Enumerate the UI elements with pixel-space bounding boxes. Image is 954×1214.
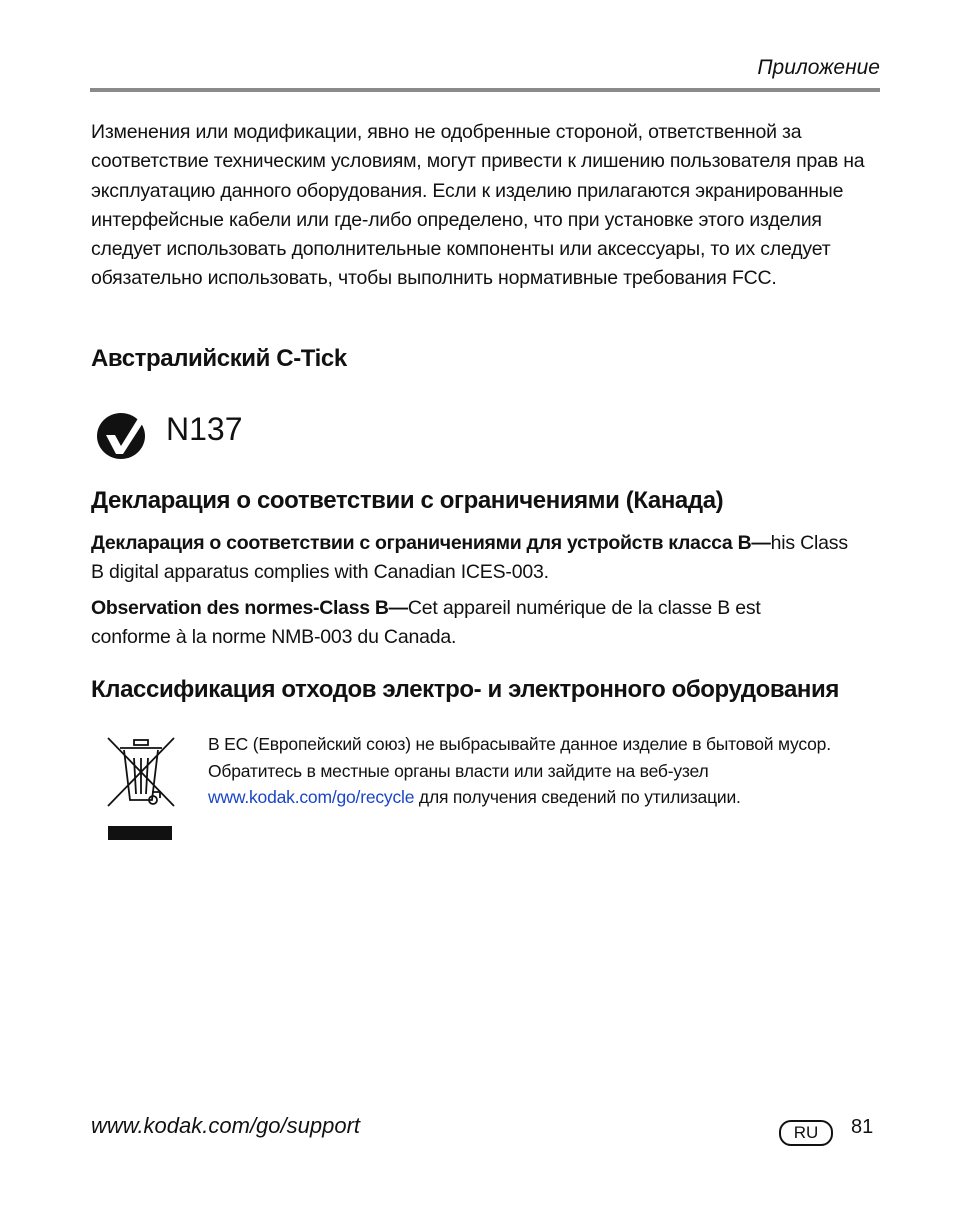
weee-text-part2: для получения сведений по утилизации.	[414, 787, 741, 807]
language-badge: RU	[779, 1120, 833, 1146]
footer-support-url[interactable]: www.kodak.com/go/support	[91, 1113, 361, 1138]
header-title: Приложение	[757, 56, 880, 79]
weee-text-part1: В ЕС (Европейский союз) не выбрасывайте данное изделие в бытовой мусор. Обратитесь в местные органы власти или зайдите на веб-узел	[208, 734, 831, 781]
weee-heading: Классификация отходов электро- и электронного оборудования	[91, 676, 839, 703]
ctick-code: N137	[166, 411, 243, 447]
page-number: 81	[851, 1116, 874, 1138]
canada-english-statement	[91, 529, 851, 588]
recycle-link[interactable]: www.kodak.com/go/recycle	[208, 787, 415, 807]
fcc-paragraph: Изменения или модификации, явно не одобренные стороной, ответственной за соответствие техническим условиям, могут привести к лишению пользователя прав на эксплуатацию данного оборудования. Если к изделию прилагаются экранированные интерфейсные кабели или где-либо определено, что при установке этого изделия следует использовать дополнительные компоненты или аксессуары, то их следует обязательно использовать, чтобы выполнить нормативные требования FCC.	[91, 121, 865, 290]
canada-french-statement	[91, 594, 831, 653]
crossed-bin-icon	[104, 734, 178, 842]
canada-english-lead: Декларация о соответствии с ограничениями для устройств класса B—	[91, 532, 771, 554]
canada-french-text: Cet appareil numérique de la classe B est conforme à la norme NMB-003 du Canada.	[91, 597, 761, 649]
canada-heading: Декларация о соответствии с ограничениями (Канада)	[91, 487, 724, 514]
header-rule	[90, 88, 880, 92]
ctick-icon	[94, 408, 152, 460]
weee-paragraph	[208, 731, 888, 811]
canada-english-text: his Class B digital apparatus complies with Canadian ICES-003.	[91, 532, 848, 584]
canada-french-lead: Observation des normes-Class B—	[91, 597, 408, 619]
ctick-heading: Австралийский C-Tick	[91, 345, 347, 372]
